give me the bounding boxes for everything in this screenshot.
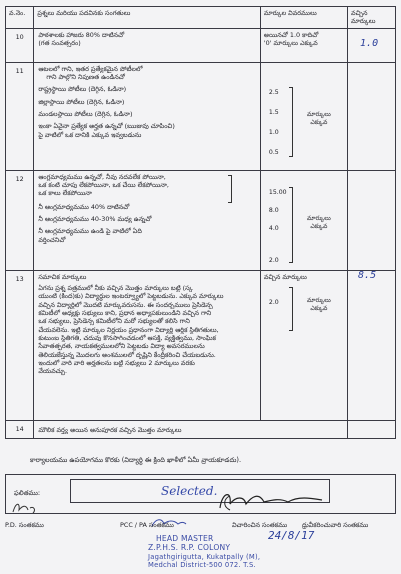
chairman-signature-label: ధ్రువీకరించువారి సంతకము	[302, 521, 369, 529]
row-line: సేవాతత్పరత, నాయకత్వములలోని పెట్టబడు విద్యా అవసరములను	[38, 342, 205, 351]
row-heading: సమాచిక మార్కులు	[38, 272, 87, 281]
row-marks	[348, 28, 396, 62]
ward-signature-label: విచారించిన సంతకము	[232, 521, 288, 529]
row-line: కుటుంబ స్థితిగతి, చదువు కొనసాగించడంలో ఆసక్తి, వ్యక్తిత్వము, సాంఘిక	[38, 333, 216, 342]
row-question	[34, 170, 261, 270]
pd-signature-label: P.D. సంతకము	[5, 521, 44, 529]
bracket	[289, 87, 293, 157]
scale-value: 1.0	[268, 128, 279, 136]
header-no: వ.నెం.	[6, 7, 34, 29]
scale-value: 1.5	[268, 108, 279, 116]
table-row	[6, 28, 396, 62]
row-line: వర్తించనిచో	[38, 235, 66, 244]
row-line: ఇందులో వారి వారి అర్హతలను బట్టి సభ్యులు 2 మార్కులు వరకు	[38, 358, 195, 367]
header-marks: వచ్చిన మార్కులు	[348, 7, 396, 29]
row-line: కమిటీలో అధ్యక్షు సభ్యులు కాని, ప్రధాన అధ్యాపకులుండిని వచ్చిన గాని	[38, 308, 212, 317]
pd-signature-scribble	[10, 496, 50, 518]
row-line: చేయవలెను. ఇట్టి మార్కుల నిర్ణయం ప్రధానంగా విద్యార్థి ఆర్థిక స్థితిగతులు,	[38, 325, 219, 334]
row-line: ఆంగ్లమాధ్యమము ఉన్నచో, నీవు నదవలేక పోయినా,	[38, 172, 166, 181]
row-line: పాఠశాలకు హాజరు 80% దాటినచో	[38, 30, 125, 39]
signature-date: 24/8/17	[268, 529, 315, 542]
marks-label	[305, 111, 333, 127]
scale-value: 8.0	[268, 206, 279, 214]
office-use-note: కార్యాలయము ఉపయోగము కొరకు (విద్యార్థి ఈ క్రింది ఖాళీలో ఏమీ వ్రాయకూడదు).	[30, 456, 242, 464]
row-question	[34, 270, 261, 420]
row-line: యుంటి (కింద)కు) విద్యార్థుల ఇంటర్వ్యూలో పెట్టబడును. ఎక్కువ మార్కులు	[38, 292, 224, 301]
detail-line: అయినచో 1.0 కాదిచో	[263, 30, 319, 39]
scale-value: 0.5	[268, 148, 279, 156]
header-details: మార్కుల వివరములు	[260, 7, 347, 29]
header-question: ప్రశ్నలు మరియు పదవినకు సంగతులు	[34, 7, 261, 29]
details-heading: వచ్చిన మార్కులు	[263, 272, 307, 281]
bracket	[289, 187, 293, 263]
handwritten-mark: 8.5	[358, 269, 377, 281]
row-line: నీ ఆంగ్లమాధ్యమము 40-30% మధ్య ఉన్నచో	[38, 214, 152, 223]
table-header-row	[6, 7, 396, 29]
row-line: ఏగను ప్రశ్న పత్రములో నీకు వచ్చిన మొత్తం మార్కులు బట్టి (స్క	[38, 283, 193, 292]
row-line: ఒక సభ్యులు, ప్రెసిడెన్స కమిటీలోని మరో సభ్యులతో కలిసి గాని	[38, 317, 190, 326]
row-line: పై వాటిలో ఒక దానికి ఎక్కువ ఇవ్వబడును	[38, 130, 142, 139]
marks-label	[305, 297, 333, 313]
result-label: ఫలితము:	[14, 489, 41, 497]
row-line: వచ్చిన విద్యార్థిలో మొదటి మార్కువరుసను. ఈ సందర్భములు ప్రెసిడెన్స	[38, 300, 213, 309]
headmaster-stamp	[148, 534, 260, 570]
row-number: 12	[6, 170, 34, 270]
row-line: ఇంకా ఏవైనా ప్రత్యేక అర్హత ఉన్నచో (ఋజువు చూపించి)	[38, 122, 175, 131]
stamp-line: Medchal District-500 072. T.S.	[148, 561, 256, 570]
row-details	[260, 270, 347, 420]
row-number: 11	[6, 62, 34, 170]
scale-value: 4.0	[268, 224, 279, 232]
row-line: (గత సంవత్సరం)	[38, 38, 81, 47]
scale-value: 15.00	[268, 188, 287, 196]
detail-line: '0' మార్కులు ఎక్కువ	[263, 38, 318, 47]
stamp-line: Z.P.H.S. R.P. COLONY	[148, 543, 231, 553]
row-line: మౌలిక వర్త్య అయిన అనుపూరక వచ్చిన మొత్తం మార్కులు	[38, 425, 182, 434]
scale-value: 2.5	[268, 88, 279, 96]
result-value: Selected.	[161, 484, 218, 498]
marks-label	[305, 215, 333, 231]
marks-label-line: ఎక్కువ	[310, 304, 328, 312]
pcc-signature-label: PCC / PA సంతకము	[120, 521, 174, 529]
row-marks	[348, 270, 396, 420]
row-question	[34, 62, 261, 170]
scale-value: 2.0	[268, 298, 279, 306]
row-line: తెలియజేస్తున్న మొదలగు అంశములలో దృష్టిని కేంద్రీకరించి చేయబడును.	[38, 350, 216, 359]
marks-table	[5, 6, 396, 439]
row-number: 13	[6, 270, 34, 420]
row-marks	[348, 420, 396, 438]
headmaster-signature-scribble	[210, 486, 330, 516]
handwritten-mark: 1.0	[360, 37, 379, 49]
row-line: ఆటలలో గాని, ఇతర ప్రత్యేకమైన పోటీలలో	[38, 64, 143, 73]
table-row	[6, 420, 396, 438]
row-details	[260, 28, 347, 62]
row-line: వేయవచ్చు.	[38, 367, 68, 376]
row-line: రాష్ట్రస్థాయి పోటీలు (దెగ్గిన, ఓడినా)	[38, 85, 127, 94]
row-marks	[348, 62, 396, 170]
row-details	[260, 62, 347, 170]
marks-label-line: ఎక్కువ	[310, 222, 328, 230]
marks-label-line: ఎక్కువ	[310, 118, 328, 126]
row-line: జిల్లాస్థాయి పోటీలు (దెగ్గిన, ఓడినా)	[38, 97, 125, 106]
row-question	[34, 420, 348, 438]
row-line: మండలస్థాయి పోటీలు (దెగ్గిన, ఓడినా)	[38, 109, 133, 118]
marks-label-line: మార్కులు	[307, 214, 331, 222]
marks-label-line: మార్కులు	[307, 296, 331, 304]
row-number: 14	[6, 420, 34, 438]
result-section	[5, 474, 396, 514]
row-question	[34, 28, 261, 62]
row-line: నీ ఆంగ్లమాధ్యమము ఉండి పై వాటిలో ఏది	[38, 227, 142, 236]
row-details	[260, 170, 347, 270]
scale-value: 2.0	[268, 256, 279, 264]
table-row	[6, 62, 396, 170]
row-line: గాని పాల్గొని నిపుణత ఉండినచో	[46, 72, 125, 81]
stamp-line: Jagathgirigutta, Kukatpally (M),	[148, 552, 261, 561]
row-marks	[348, 170, 396, 270]
row-line: నీ ఆంగ్లమాధ్యమము 40% దాటినచో	[38, 202, 130, 211]
marks-label-line: మార్కులు	[307, 110, 331, 118]
table-row	[6, 270, 396, 420]
bracket	[228, 175, 232, 203]
bracket	[289, 287, 293, 331]
row-line: ఒక కాలు లేకపోయినా	[38, 189, 92, 198]
stamp-line: HEAD MASTER	[156, 534, 214, 543]
table-row	[6, 170, 396, 270]
row-number: 10	[6, 28, 34, 62]
row-line: ఒక కంటి చూపు లేకపోయినా, ఒక చేయి లేకపోయినా,	[38, 180, 169, 189]
